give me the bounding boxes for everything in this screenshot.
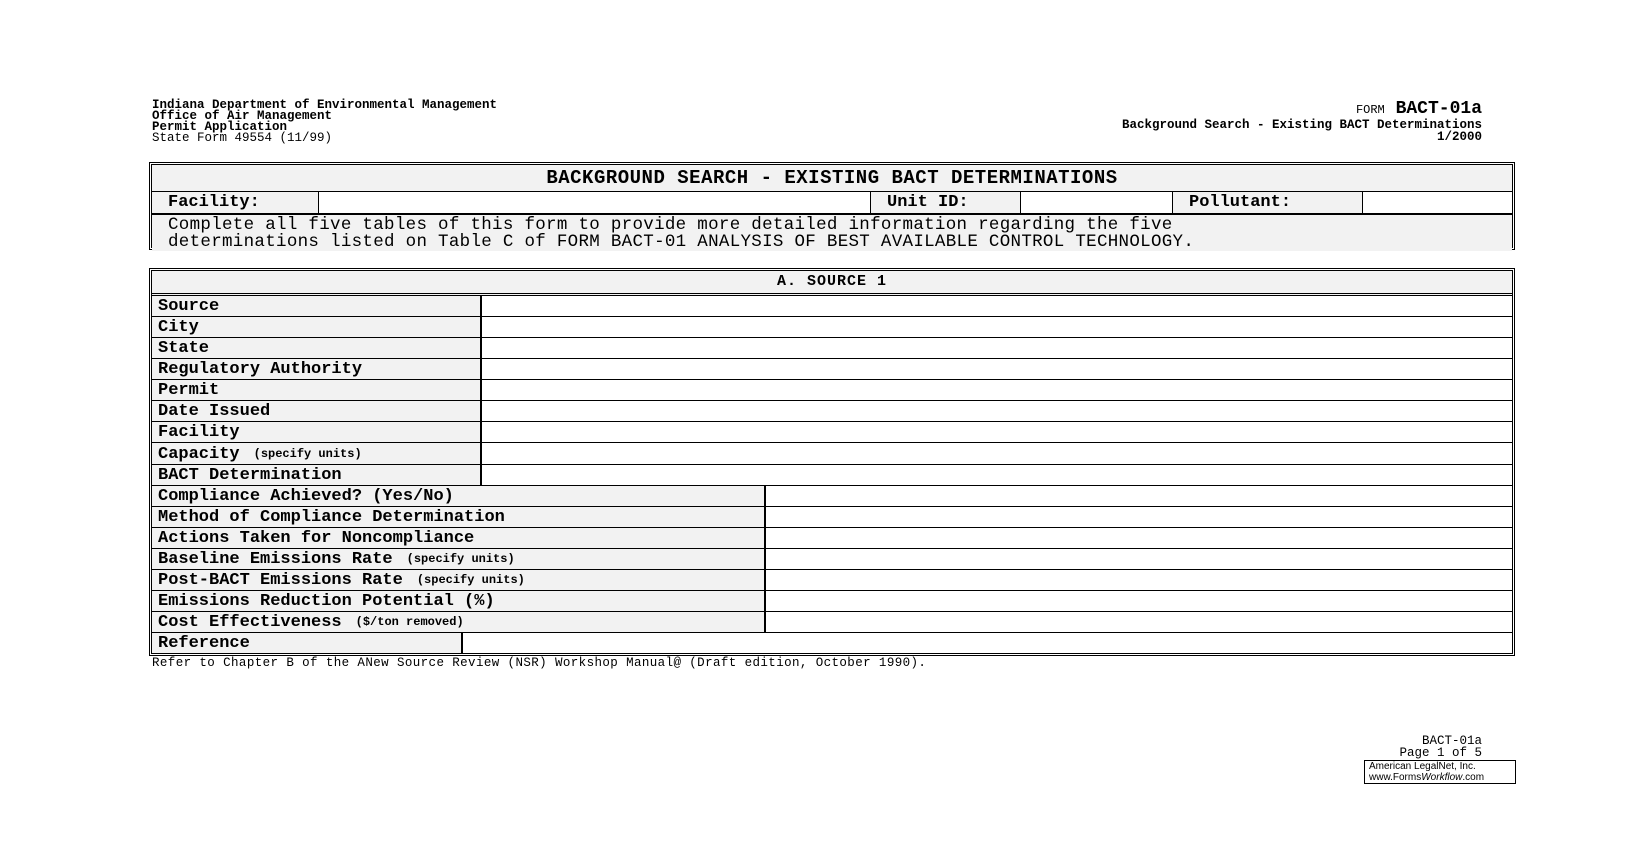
instructions-line-2: determinations listed on Table C of FORM BACT-01 ANALYSIS OF BEST AVAILABLE CONTROL TECHNOLOGY.: [168, 232, 1195, 252]
row-label-note: (specify units): [253, 446, 362, 461]
row-label: Reference: [152, 633, 463, 653]
instructions: [152, 215, 1512, 251]
row-label-text: Cost Effectiveness: [158, 613, 342, 632]
state-form-number: State Form 49554 (11/99): [152, 131, 333, 145]
table-row-bact-determination: [152, 465, 1512, 486]
row-label-text: Baseline Emissions Rate: [158, 549, 393, 569]
publisher-name: American LegalNet, Inc.: [1369, 761, 1476, 772]
source-table: [149, 268, 1515, 656]
row-label: [152, 549, 766, 569]
noncompliance-actions-field[interactable]: [766, 528, 1512, 548]
facility-label: Facility:: [152, 192, 319, 213]
office-name: Office of Air Management: [152, 109, 333, 123]
agency-name: Indiana Department of Environmental Management: [152, 98, 498, 112]
footer-form-number: BACT-01a: [1421, 734, 1482, 748]
publisher-stamp: [1364, 760, 1516, 784]
section-title: A. SOURCE 1: [152, 271, 1512, 296]
form-number: BACT-01a: [1395, 99, 1482, 119]
table-row-facility: [152, 422, 1512, 443]
cost-effectiveness-field[interactable]: [766, 612, 1512, 632]
table-row-compliance-method: [152, 507, 1512, 528]
form-id: [1122, 100, 1482, 119]
source-field[interactable]: [482, 296, 1512, 316]
facility-detail-field[interactable]: [482, 422, 1512, 442]
row-label: Compliance Achieved? (Yes/No): [152, 486, 766, 506]
row-label-note: (specify units): [416, 572, 525, 587]
row-label: State: [152, 338, 482, 358]
row-label: Regulatory Authority: [152, 359, 482, 379]
row-label: Date Issued: [152, 401, 482, 421]
form-title: BACKGROUND SEARCH - EXISTING BACT DETERMINATIONS: [152, 165, 1512, 192]
publisher-url: [1369, 772, 1515, 783]
row-label-text: Post-BACT Emissions Rate: [158, 570, 403, 590]
row-label: City: [152, 317, 482, 337]
baseline-emissions-field[interactable]: [766, 549, 1512, 569]
unit-id-label: Unit ID:: [871, 192, 1021, 213]
table-row-source: [152, 296, 1512, 317]
regulatory-authority-field[interactable]: [482, 359, 1512, 379]
form-subtitle: Background Search - Existing BACT Determinations: [1121, 118, 1482, 132]
facility-field[interactable]: [319, 192, 871, 213]
agency-header: [152, 100, 497, 144]
page-footer: [1399, 735, 1482, 759]
compliance-method-field[interactable]: [766, 507, 1512, 527]
row-label: Permit: [152, 380, 482, 400]
row-label: [152, 443, 482, 463]
row-label: [152, 570, 766, 590]
facility-row: [152, 192, 1512, 215]
row-label-text: Capacity: [158, 444, 240, 464]
form-header: [1122, 100, 1482, 143]
bact-determination-field[interactable]: [482, 465, 1512, 485]
post-bact-emissions-field[interactable]: [766, 570, 1512, 590]
pollutant-field[interactable]: [1363, 192, 1512, 213]
compliance-achieved-field[interactable]: [766, 486, 1512, 506]
table-row-regulatory-authority: [152, 359, 1512, 380]
table-row-reduction-potential: [152, 591, 1512, 612]
city-field[interactable]: [482, 317, 1512, 337]
url-suffix: .com: [1462, 772, 1485, 783]
application-type: Permit Application: [152, 120, 288, 134]
row-label: Emissions Reduction Potential (%): [152, 591, 766, 611]
instructions-line-1: Complete all five tables of this form to provide more detailed information regarding the five: [168, 215, 1173, 235]
state-field[interactable]: [482, 338, 1512, 358]
row-label-note: (specify units): [406, 551, 515, 566]
reduction-potential-field[interactable]: [766, 591, 1512, 611]
capacity-field[interactable]: [482, 443, 1512, 463]
row-label: Source: [152, 296, 482, 316]
form-date: 1/2000: [1436, 130, 1482, 144]
table-row-reference: [152, 633, 1512, 653]
table-row-post-bact-emissions: [152, 570, 1512, 591]
permit-field[interactable]: [482, 380, 1512, 400]
reference-field[interactable]: [463, 633, 1512, 653]
row-label-note: ($/ton removed): [355, 615, 464, 629]
url-italic: Workflow: [1421, 772, 1463, 783]
table-row-city: [152, 317, 1512, 338]
table-row-noncompliance-actions: [152, 528, 1512, 549]
unit-id-field[interactable]: [1021, 192, 1173, 213]
row-label: Actions Taken for Noncompliance: [152, 528, 766, 548]
footnote: Refer to Chapter B of the ANew Source Review (NSR) Workshop Manual@ (Draft edition, October 1990).: [152, 656, 927, 670]
row-label: Facility: [152, 422, 482, 442]
intro-box: [149, 162, 1515, 250]
table-row-capacity: [152, 443, 1512, 464]
table-row-cost-effectiveness: [152, 612, 1512, 633]
table-row-compliance-achieved: [152, 486, 1512, 507]
row-label: [152, 612, 766, 632]
table-row-state: [152, 338, 1512, 359]
url-prefix: www.Forms: [1369, 772, 1422, 783]
date-issued-field[interactable]: [482, 401, 1512, 421]
form-prefix: FORM: [1355, 103, 1385, 117]
page-number: Page 1 of 5: [1399, 746, 1482, 760]
table-row-permit: [152, 380, 1512, 401]
row-label: Method of Compliance Determination: [152, 507, 766, 527]
table-row-date-issued: [152, 401, 1512, 422]
row-label: BACT Determination: [152, 465, 482, 485]
pollutant-label: Pollutant:: [1173, 192, 1363, 213]
table-row-baseline-emissions: [152, 549, 1512, 570]
